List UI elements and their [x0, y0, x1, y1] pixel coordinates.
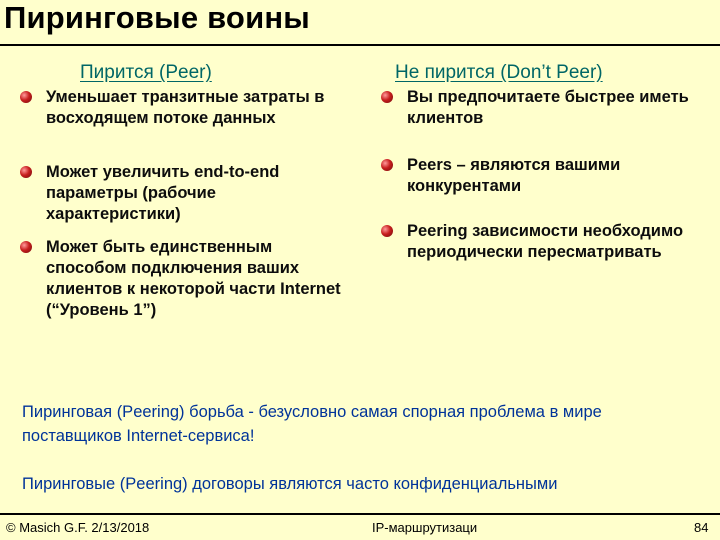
- red-sphere-bullet-icon: [20, 166, 32, 178]
- note-paragraph: Пиринговые (Peering) договоры являются часто конфиденциальными: [22, 475, 558, 493]
- red-sphere-bullet-icon: [381, 225, 393, 237]
- right-list-item-text: Peers – являются вашими конкурентами: [407, 156, 621, 195]
- red-sphere-bullet-icon: [381, 159, 393, 171]
- slide-title: Пиринговые воины: [4, 0, 310, 35]
- note-paragraph: Пиринговая (Peering) борьба - безусловно самая спорная проблема в мире поставщиков Internet-сервиса!: [22, 403, 602, 445]
- footer-topic: IP-маршрутизаци: [372, 520, 478, 535]
- red-sphere-bullet-icon: [381, 91, 393, 103]
- left-list-item-text: Может быть единственным способом подключения ваших клиентов к некоторой части Internet (“Уровень 1”): [46, 238, 341, 319]
- red-sphere-bullet-icon: [20, 241, 32, 253]
- title-bar: [0, 0, 720, 46]
- left-list-item-text: Может увеличить end-to-end параметры (рабочие характеристики): [46, 163, 280, 223]
- right-list-item-text: Peering зависимости необходимо периодически пересматривать: [407, 222, 684, 261]
- left-list-item-text: Уменьшает транзитные затраты в восходящем потоке данных: [46, 88, 325, 127]
- footer-divider: [0, 513, 720, 515]
- right-column-heading: Не пирится (Don’t Peer): [395, 62, 603, 83]
- red-sphere-bullet-icon: [20, 91, 32, 103]
- footer-copyright: © Masich G.F. 2/13/2018: [6, 520, 150, 535]
- page-number: 84: [694, 520, 709, 535]
- right-list-item-text: Вы предпочитаете быстрее иметь клиентов: [407, 88, 689, 127]
- left-column-heading: Пирится (Peer): [80, 62, 212, 83]
